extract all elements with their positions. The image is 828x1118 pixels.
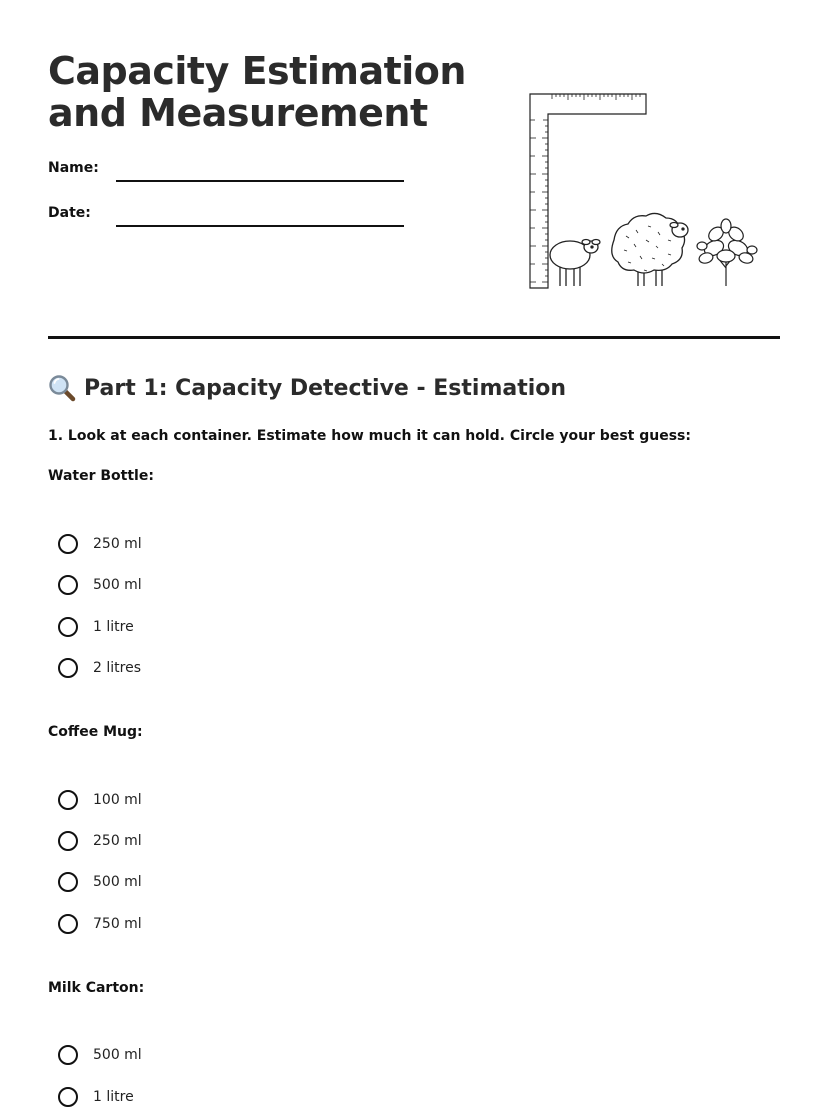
radio-circle[interactable] <box>58 1087 78 1107</box>
option-label: 500 ml <box>93 1047 142 1063</box>
group-label-coffee-mug: Coffee Mug: <box>48 724 143 740</box>
question-1: 1. Look at each container. Estimate how much it can hold. Circle your best guess: <box>48 428 691 444</box>
option-coffee-mug-500ml[interactable] <box>58 870 142 894</box>
date-line[interactable] <box>116 225 404 227</box>
section-divider <box>48 336 780 339</box>
radio-circle[interactable] <box>58 534 78 554</box>
option-label: 500 ml <box>93 577 142 593</box>
tree-icon <box>697 219 757 286</box>
option-label: 750 ml <box>93 916 142 932</box>
option-water-bottle-500ml[interactable] <box>58 573 142 597</box>
radio-circle[interactable] <box>58 872 78 892</box>
option-label: 1 litre <box>93 1089 134 1105</box>
name-field[interactable] <box>48 160 408 184</box>
option-label: 100 ml <box>93 792 142 808</box>
option-label: 500 ml <box>93 874 142 890</box>
option-coffee-mug-750ml[interactable] <box>58 912 142 936</box>
radio-circle[interactable] <box>58 831 78 851</box>
option-coffee-mug-250ml[interactable] <box>58 829 142 853</box>
option-label: 2 litres <box>93 660 141 676</box>
option-water-bottle-2litres[interactable] <box>58 656 141 680</box>
part1-heading <box>48 374 566 402</box>
option-coffee-mug-100ml[interactable] <box>58 788 142 812</box>
name-line[interactable] <box>116 180 404 182</box>
name-label: Name: <box>48 160 99 176</box>
group-label-milk-carton: Milk Carton: <box>48 980 145 996</box>
option-milk-carton-1litre[interactable] <box>58 1085 134 1109</box>
sheep-icon <box>550 240 600 287</box>
date-field[interactable] <box>48 205 408 229</box>
date-label: Date: <box>48 205 91 221</box>
option-milk-carton-500ml[interactable] <box>58 1043 142 1067</box>
option-label: 250 ml <box>93 536 142 552</box>
part1-heading-text: Part 1: Capacity Detective - Estimation <box>84 375 567 401</box>
radio-circle[interactable] <box>58 914 78 934</box>
option-water-bottle-250ml[interactable] <box>58 532 142 556</box>
radio-circle[interactable] <box>58 658 78 678</box>
radio-circle[interactable] <box>58 617 78 637</box>
radio-circle[interactable] <box>58 1045 78 1065</box>
option-label: 1 litre <box>93 619 134 635</box>
group-label-water-bottle: Water Bottle: <box>48 468 154 484</box>
page-title: Capacity Estimation and Measurement <box>48 49 466 135</box>
sheep-icon <box>612 213 688 286</box>
measurement-illustration <box>528 90 760 292</box>
option-water-bottle-1litre[interactable] <box>58 615 134 639</box>
radio-circle[interactable] <box>58 575 78 595</box>
option-label: 250 ml <box>93 833 142 849</box>
radio-circle[interactable] <box>58 790 78 810</box>
magnifier-icon <box>48 374 76 402</box>
